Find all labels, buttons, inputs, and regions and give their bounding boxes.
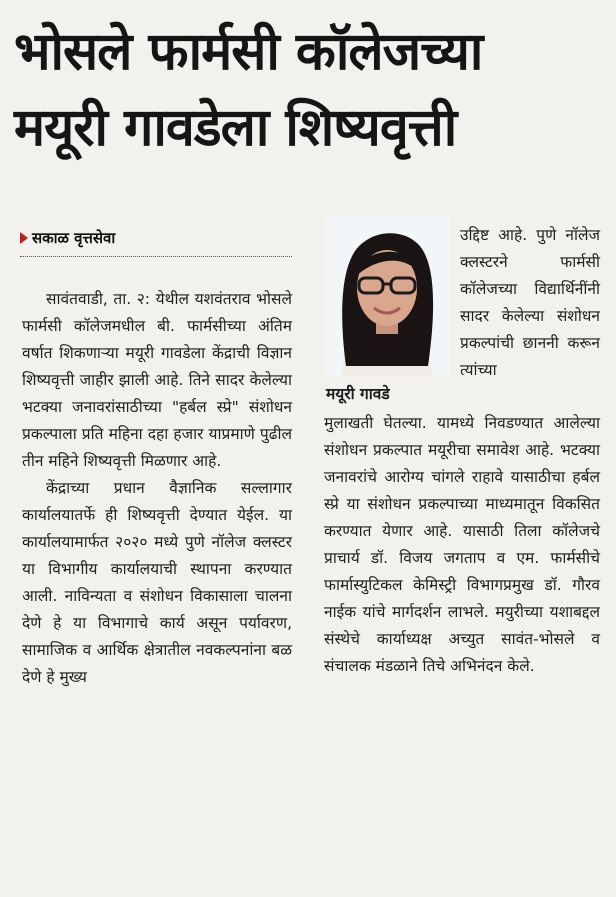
- paragraph-2: केंद्राच्या प्रधान वैज्ञानिक सल्लागार कार्यालयातर्फे ही शिष्यवृत्ती देण्यात येईल. या कार्यालयामार्फत २०२० मध्ये पुणे नॉलेज क्लस्टर या विभागीय कार्यालयाची स्थापना करण्यात आली. नाविन्यता व संशोधन विकासाला चालना देणे हे या विभागाचे कार्य असून पर्यावरण, सामाजिक व आर्थिक क्षेत्रातील नवकल्पनांना बळ देणे हे मुख्य: [22, 479, 292, 686]
- portrait-photo: [324, 216, 450, 376]
- paragraph-1: सावंतवाडी, ता. २: येथील यशवंतराव भोसले फार्मसी कॉलेजमधील बी. फार्मसीच्या अंतिम वर्षात शिकणाऱ्या मयूरी गावडेला केंद्राची विज्ञान शिष्यवृत्ती जाहीर झाली आहे. तिने सादर केलेल्या भटक्या जनावरांसाठीच्या "हर्बल स्प्रे" संशोधन प्रकल्पाला प्रति महिना दहा हजार याप्रमाणे पुढील तीन महिने शिष्यवृत्ती मिळणार आहे.: [22, 290, 292, 470]
- right-column-bottom: [324, 410, 600, 680]
- byline-divider: [20, 256, 292, 257]
- paragraph-3: उद्दिष्ट आहे. पुणे नॉलेज क्लस्टरने फार्मसी कॉलेजच्या विद्यार्थिनींनी सादर केलेल्या संशोधन प्रकल्पांची छाननी करून त्यांच्या: [460, 226, 600, 379]
- right-column-top: [460, 222, 600, 384]
- photo-caption: मयूरी गावडे: [326, 385, 390, 403]
- byline: [20, 228, 115, 248]
- byline-text: सकाळ वृत्तसेवा: [32, 229, 116, 247]
- portrait-image: [324, 216, 450, 376]
- headline: [14, 14, 604, 166]
- triangle-bullet-icon: [20, 232, 28, 244]
- headline-line-2: मयूरी गावडेला शिष्यवृत्ती: [14, 98, 457, 158]
- paragraph-4: मुलाखती घेतल्या. यामध्ये निवडण्यात आलेल्या संशोधन प्रकल्पात मयूरीचा समावेश आहे. भटक्या जनावरांचे आरोग्य चांगले राहावे यासाठीचा हर्बल स्प्रे या संशोधन प्रकल्पाच्या माध्यमातून विकसित करण्यात येणार आहे. यासाठी तिला कॉलेजचे प्राचार्य डॉ. विजय जगताप व एम. फार्मसीचे फार्मास्युटिकल केमिस्ट्री विभागप्रमुख डॉ. गौरव नाईक यांचे मार्गदर्शन लाभले. मयुरीच्या यशाबद्दल संस्थेचे कार्याध्यक्ष अच्युत सावंत-भोसले व संचालक मंडळाने तिचे अभिनंदन केले.: [324, 414, 600, 675]
- headline-line-1: भोसले फार्मसी कॉलेजच्या: [14, 22, 483, 82]
- left-column: [22, 286, 292, 691]
